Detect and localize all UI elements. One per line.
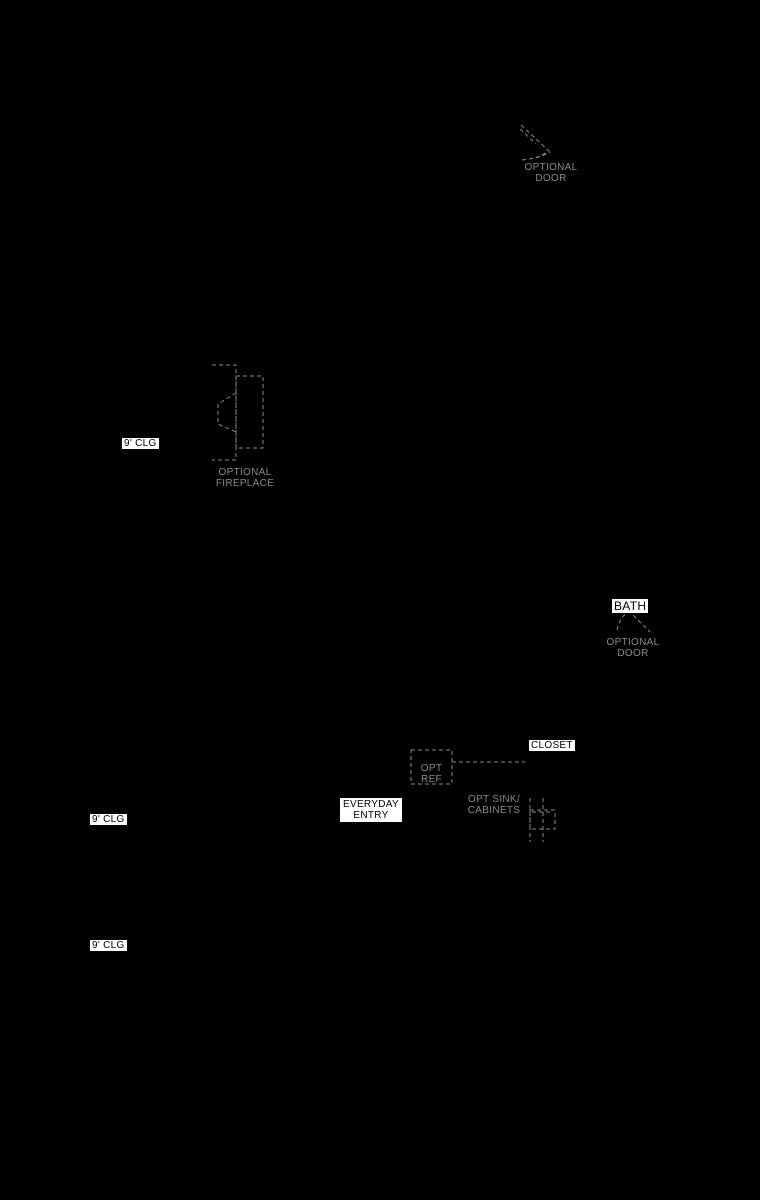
- optional-door-label-bath: [600, 637, 666, 659]
- optional-door-swing-bath: [617, 612, 650, 632]
- ceiling-height-label-1: 9' CLG: [124, 438, 157, 449]
- opt-ref-label: [411, 763, 452, 785]
- optional-door-top-line1: OPTIONAL: [524, 162, 578, 173]
- everyday-entry-line1: EVERYDAY: [343, 799, 399, 810]
- opt-sink-line1: OPT SINK/: [468, 794, 520, 805]
- ceiling-height-label-3: 9' CLG: [92, 940, 125, 951]
- opt-sink-line2: CABINETS: [467, 805, 521, 816]
- optional-door-swing-top: [521, 125, 549, 158]
- opt-sink-outline: [530, 798, 555, 842]
- optional-door-bath-line2: DOOR: [617, 648, 649, 659]
- optional-fireplace-outline: [212, 365, 263, 460]
- optional-door-bath-line1: OPTIONAL: [606, 637, 660, 648]
- everyday-entry-label: [340, 798, 402, 822]
- closet-label: CLOSET: [531, 740, 573, 751]
- opt-ref-line2: REF: [421, 774, 442, 785]
- ceiling-height-label-2: 9' CLG: [92, 814, 125, 825]
- optional-fireplace-line2: FIREPLACE: [215, 478, 275, 489]
- bath-label: BATH: [614, 599, 647, 613]
- opt-ref-line1: OPT: [420, 763, 443, 774]
- optional-fireplace-line1: OPTIONAL: [218, 467, 272, 478]
- optional-door-label-top: [518, 162, 584, 184]
- opt-sink-label: [464, 794, 524, 816]
- optional-door-top-line2: DOOR: [535, 173, 567, 184]
- everyday-entry-line2: ENTRY: [353, 810, 389, 821]
- optional-fireplace-label: [208, 467, 282, 489]
